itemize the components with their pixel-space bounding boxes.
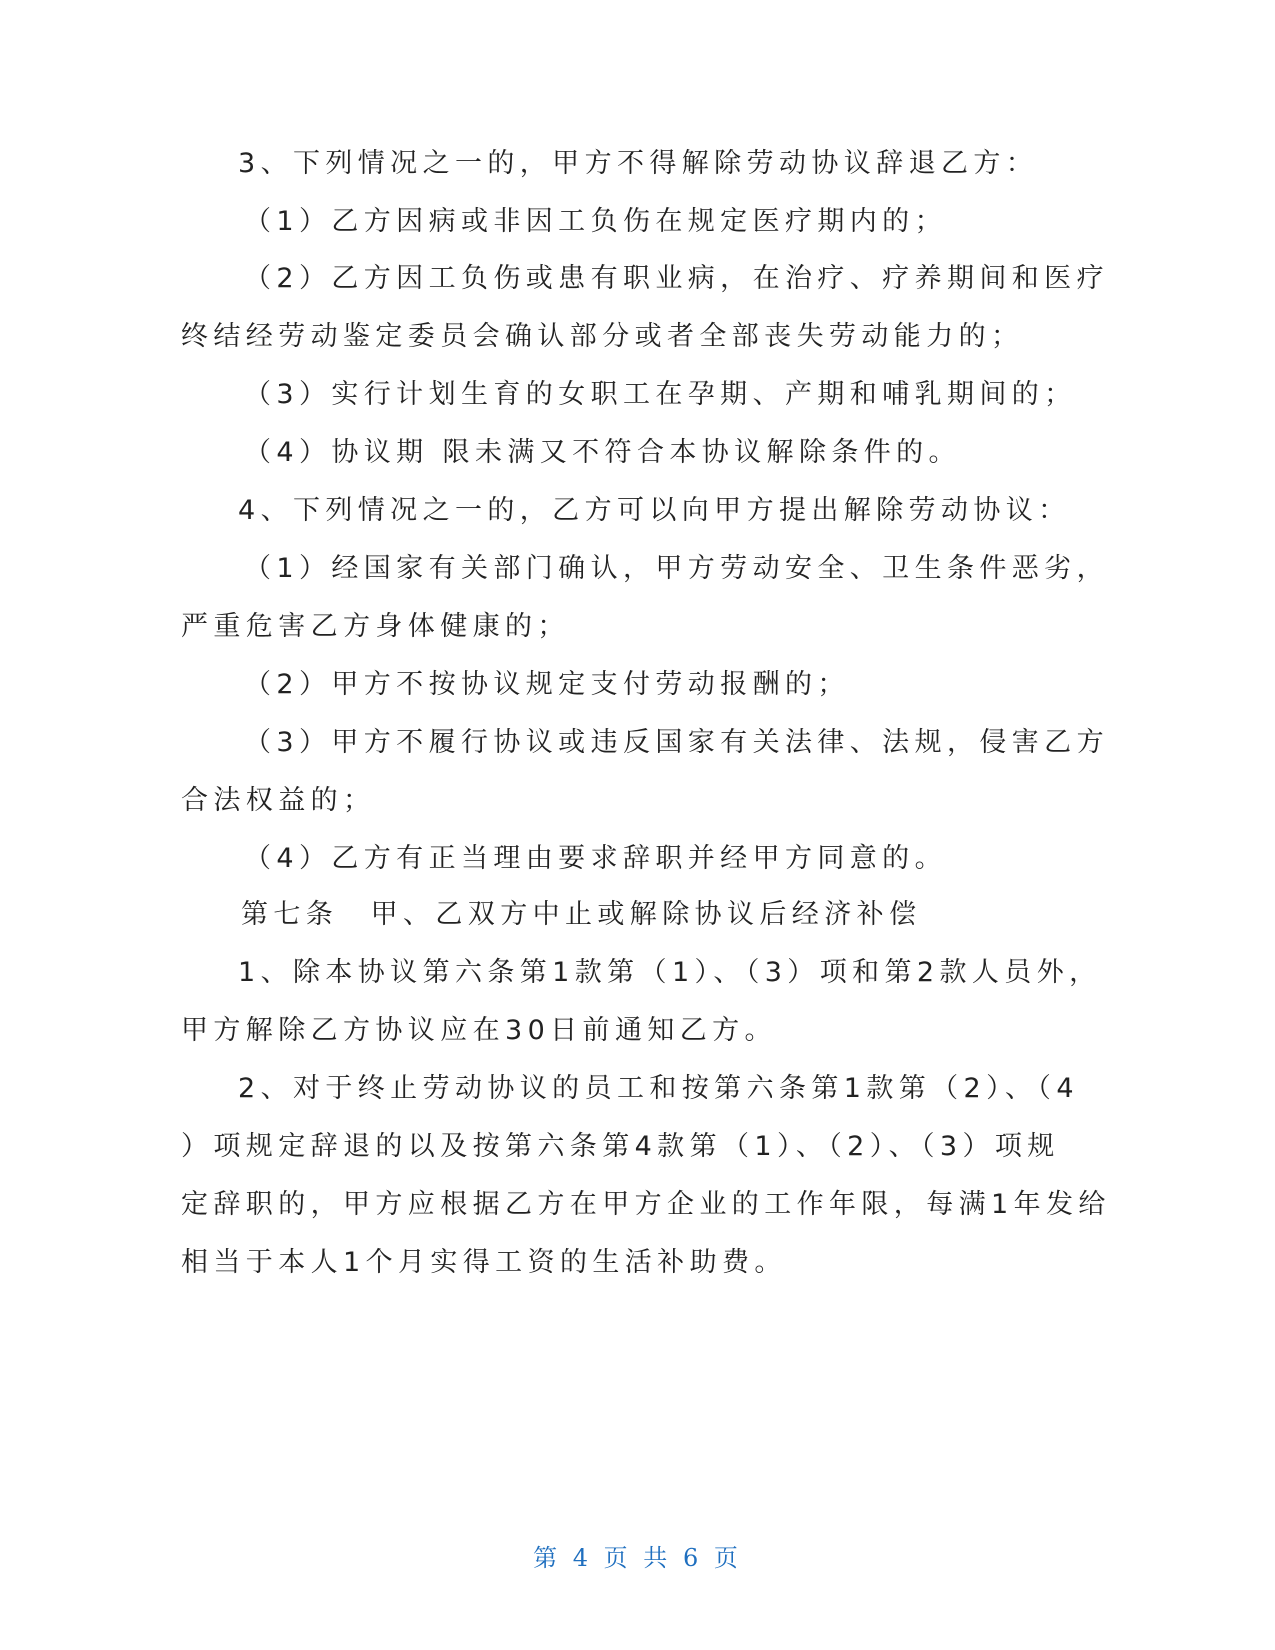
- article-7-clause-2-line-3: 定辞职的，甲方应根据乙方在甲方企业的工作年限，每满1年发给: [181, 1189, 1111, 1220]
- clause-4-item-2: （2）甲方不按协议规定支付劳动报酬的；: [244, 669, 850, 700]
- clause-3-item-2-continued: 终结经劳动鉴定委员会确认部分或者全部丧失劳动能力的；: [181, 321, 1024, 352]
- clause-4-item-3: （3）甲方不履行协议或违反国家有关法律、法规，侵害乙方: [244, 727, 1109, 758]
- article-7-clause-1: 1、除本协议第六条第1款第（1）、（3）项和第2款人员外，: [238, 957, 1102, 988]
- article-7-clause-2-line-2: ）项规定辞退的以及按第六条第4款第（1）、（2）、（3）项规: [181, 1131, 1060, 1162]
- article-7-clause-2-line-4: 相当于本人1个月实得工资的生活补助费。: [181, 1247, 787, 1278]
- clause-3-item-2: （2）乙方因工负伤或患有职业病，在治疗、疗养期间和医疗: [244, 263, 1109, 294]
- clause-4-item-1: （1）经国家有关部门确认，甲方劳动安全、卫生条件恶劣，: [244, 553, 1109, 584]
- page-number-footer: 第 4 页 共 6 页: [533, 1544, 742, 1572]
- article-7-clause-2: 2、对于终止劳动协议的员工和按第六条第1款第（2）、（4: [238, 1073, 1079, 1104]
- clause-4-item-4: （4）乙方有正当理由要求辞职并经甲方同意的。: [244, 843, 947, 874]
- clause-3-item-3: （3）实行计划生育的女职工在孕期、产期和哺乳期间的；: [244, 379, 1077, 410]
- clause-4-item-3-continued: 合法权益的；: [181, 785, 376, 816]
- clause-4-heading: 4、下列情况之一的，乙方可以向甲方提出解除劳动协议：: [238, 495, 1071, 526]
- article-7-clause-1-continued: 甲方解除乙方协议应在30日前通知乙方。: [181, 1015, 777, 1046]
- article-7-heading: 第七条 甲、乙双方中止或解除协议后经济补偿: [241, 899, 922, 930]
- clause-3-heading: 3、下列情况之一的，甲方不得解除劳动协议辞退乙方：: [238, 148, 1039, 179]
- clause-3-item-1: （1）乙方因病或非因工负伤在规定医疗期内的；: [244, 206, 947, 237]
- clause-4-item-1-continued: 严重危害乙方身体健康的；: [181, 611, 570, 642]
- clause-3-item-4: （4）协议期 限未满又不符合本协议解除条件的。: [244, 437, 961, 468]
